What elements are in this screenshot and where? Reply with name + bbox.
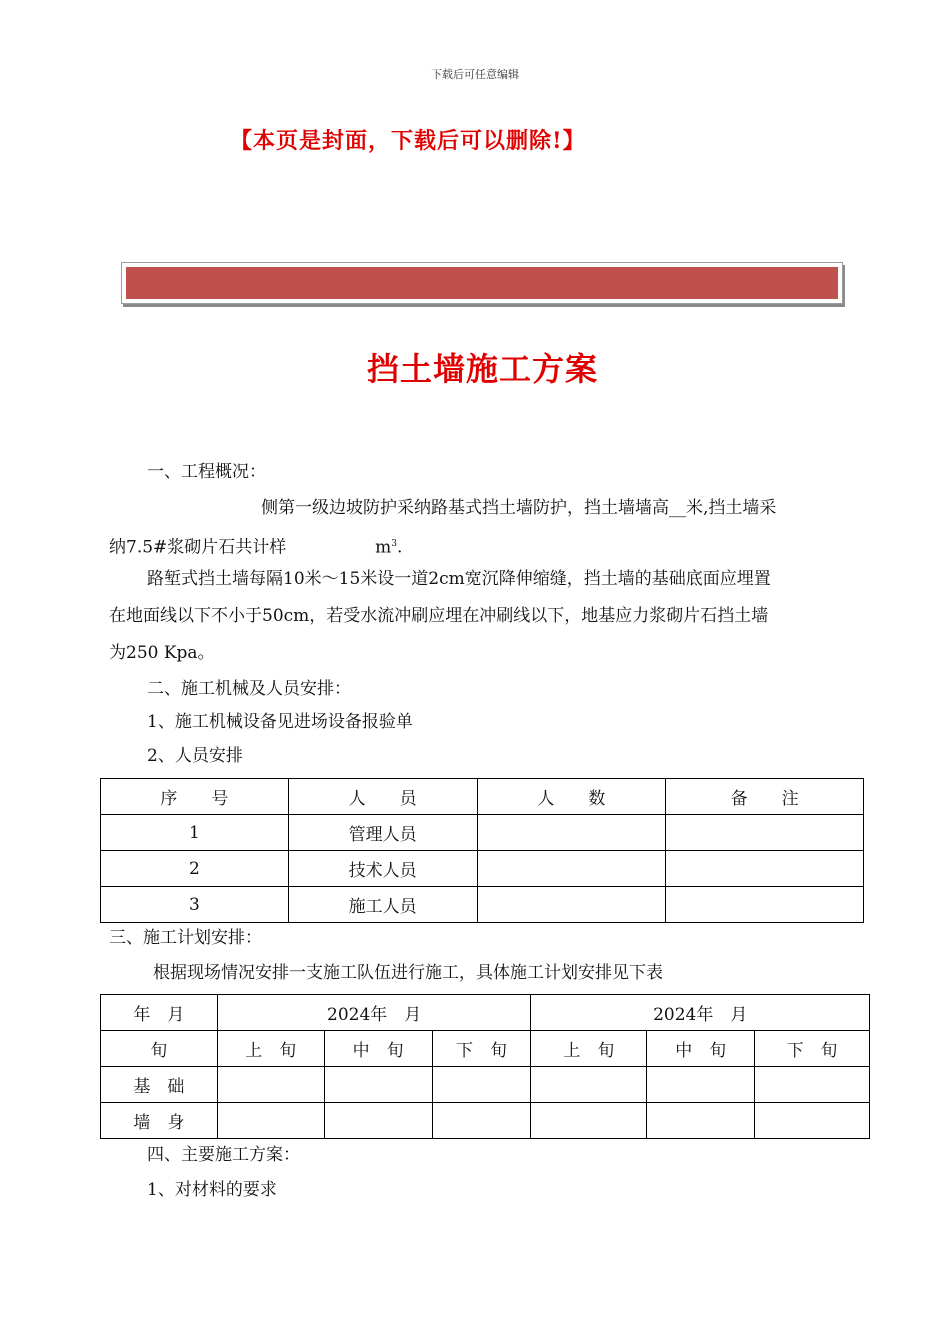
schedule-corner-label: 年 月 bbox=[101, 995, 218, 1031]
schedule-period-row bbox=[101, 1031, 870, 1067]
section2-item1: 1、施工机械设备见进场设备报验单 bbox=[147, 712, 413, 732]
schedule-period: 上 旬 bbox=[217, 1031, 324, 1067]
table-row bbox=[101, 815, 864, 851]
schedule-month-row bbox=[101, 995, 870, 1031]
schedule-cell bbox=[755, 1103, 870, 1139]
schedule-period: 下 旬 bbox=[755, 1031, 870, 1067]
section1-para1-line1: 侧第一级边坡防护采纳路基式挡土墙防护，挡土墙墙高__米,挡土墙采 bbox=[261, 498, 777, 518]
section4-item1: 1、对材料的要求 bbox=[147, 1180, 277, 1200]
section4-heading: 四、主要施工方案： bbox=[147, 1145, 300, 1165]
section3-intro: 根据现场情况安排一支施工队伍进行施工，具体施工计划安排见下表 bbox=[153, 963, 663, 983]
schedule-period: 下 旬 bbox=[432, 1031, 531, 1067]
staff-cell-personnel: 技术人员 bbox=[288, 851, 477, 887]
schedule-row-label: 墙 身 bbox=[101, 1103, 218, 1139]
staff-cell-remarks bbox=[666, 815, 864, 851]
schedule-period: 中 旬 bbox=[647, 1031, 755, 1067]
schedule-cell bbox=[432, 1103, 531, 1139]
schedule-month-2: 2024年 月 bbox=[531, 995, 870, 1031]
table-row bbox=[101, 1067, 870, 1103]
banner-fill bbox=[126, 267, 838, 299]
table-row bbox=[101, 887, 864, 923]
header-note: 下载后可任意编辑 bbox=[431, 68, 519, 81]
schedule-cell bbox=[432, 1067, 531, 1103]
cover-note: 【本页是封面，下载后可以删除!】 bbox=[230, 128, 586, 154]
staff-cell-remarks bbox=[666, 851, 864, 887]
schedule-cell bbox=[755, 1067, 870, 1103]
schedule-cell bbox=[531, 1067, 647, 1103]
section2-heading: 二、施工机械及人员安排： bbox=[147, 679, 351, 699]
section1-para1-end: . bbox=[396, 537, 403, 558]
staff-header-count: 人 数 bbox=[477, 779, 666, 815]
table-row bbox=[101, 1103, 870, 1139]
schedule-month-1: 2024年 月 bbox=[217, 995, 531, 1031]
section1-para1-unit: m bbox=[375, 537, 392, 558]
schedule-cell bbox=[647, 1067, 755, 1103]
schedule-cell bbox=[217, 1067, 324, 1103]
schedule-cell bbox=[324, 1103, 432, 1139]
staff-cell-no: 3 bbox=[101, 887, 289, 923]
section2-item2: 2、人员安排 bbox=[147, 746, 243, 766]
section3-heading: 三、施工计划安排： bbox=[109, 928, 262, 948]
schedule-period: 中 旬 bbox=[324, 1031, 432, 1067]
staff-table-header-row bbox=[101, 779, 864, 815]
schedule-cell bbox=[217, 1103, 324, 1139]
staff-cell-no: 1 bbox=[101, 815, 289, 851]
staff-cell-count bbox=[477, 887, 666, 923]
title-banner bbox=[121, 262, 843, 304]
staff-cell-personnel: 管理人员 bbox=[288, 815, 477, 851]
document-title: 挡土墙施工方案 bbox=[366, 350, 598, 388]
schedule-period: 上 旬 bbox=[531, 1031, 647, 1067]
staff-cell-personnel: 施工人员 bbox=[288, 887, 477, 923]
schedule-table bbox=[100, 994, 870, 1139]
schedule-cell bbox=[647, 1103, 755, 1139]
staff-cell-no: 2 bbox=[101, 851, 289, 887]
section1-para1-text: 纳7.5#浆砌片石共计样 bbox=[109, 537, 287, 558]
staff-cell-remarks bbox=[666, 887, 864, 923]
staff-header-no: 序 号 bbox=[101, 779, 289, 815]
staff-header-remarks: 备 注 bbox=[666, 779, 864, 815]
schedule-cell bbox=[531, 1103, 647, 1139]
section1-para2-line3: 为250 Kpa。 bbox=[109, 643, 215, 663]
staff-cell-count bbox=[477, 815, 666, 851]
section1-para2-line2: 在地面线以下不小于50cm，若受水流冲刷应埋在冲刷线以下，地基应力浆砌片石挡土墙 bbox=[109, 606, 769, 626]
schedule-row-label: 基 础 bbox=[101, 1067, 218, 1103]
section1-para1-unit-sup: 3 bbox=[391, 539, 397, 549]
staff-cell-count bbox=[477, 851, 666, 887]
table-row bbox=[101, 851, 864, 887]
schedule-cell bbox=[324, 1067, 432, 1103]
staff-header-personnel: 人 员 bbox=[288, 779, 477, 815]
section1-para2-line1: 路堑式挡土墙每隔10米～15米设一道2cm宽沉降伸缩缝，挡土墙的基础底面应埋置 bbox=[147, 569, 771, 589]
section1-para1-line2 bbox=[109, 532, 402, 560]
section1-heading: 一、工程概况： bbox=[147, 462, 266, 482]
staff-table bbox=[100, 778, 864, 923]
schedule-period-label: 旬 bbox=[101, 1031, 218, 1067]
